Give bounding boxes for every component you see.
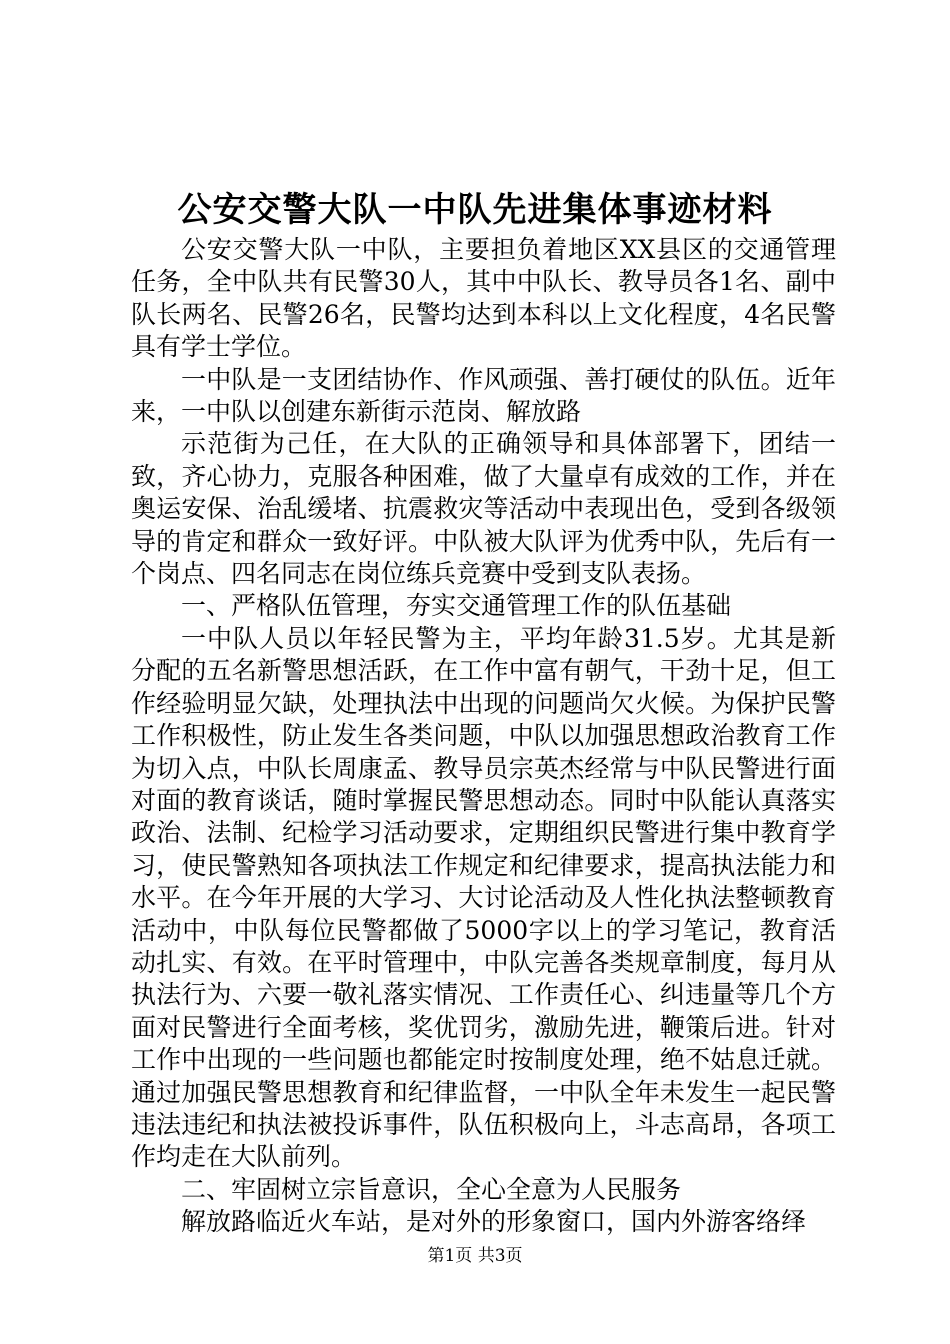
paragraph-team-overview: 一中队是一支团结协作、作风顽强、善打硬仗的队伍。近年来，一中队以创建东新街示范岗、解放路 (131, 364, 836, 427)
paragraph-achievements: 示范街为己任，在大队的正确领导和具体部署下，团结一致，齐心协力，克服各种困难，做了大量卓有成效的工作，并在奥运安保、治乱缓堵、抗震救灾等活动中表现出色，受到各级领导的肯定和群众一致好评。中队被大队评为优秀中队，先后有一个岗点、四名同志在岗位练兵竞赛中受到支队表扬。 (131, 429, 836, 589)
paragraph-intro: 公安交警大队一中队，主要担负着地区XX县区的交通管理任务，全中队共有民警30人，其中中队长、教导员各1名、副中队长两名、民警26名，民警均达到本科以上文化程度，4名民警具有学士学位。 (131, 235, 836, 362)
section-heading-1: 一、严格队伍管理，夯实交通管理工作的队伍基础 (181, 591, 732, 621)
section-heading-2: 二、牢固树立宗旨意识，全心全意为人民服务 (181, 1174, 682, 1204)
document-body (131, 234, 836, 1239)
paragraph-team-management: 一中队人员以年轻民警为主，平均年龄31.5岁。尤其是新分配的五名新警思想活跃，在工作中富有朝气，干劲十足，但工作经验明显欠缺，处理执法中出现的问题尚欠火候。为保护民警工作积极性，防止发生各类问题，中队以加强思想政治教育工作为切入点，中队长周康孟、教导员宗英杰经常与中队民警进行面对面的教育谈话，随时掌握民警思想动态。同时中队能认真落实政治、法制、纪检学习活动要求，定期组织民警进行集中教育学习，使民警熟知各项执法工作规定和纪律要求，提高执法能力和水平。在今年开展的大学习、大讨论活动及人性化执法整顿教育活动中，中队每位民警都做了5000字以上的学习笔记，教育活动扎实、有效。在平时管理中，中队完善各类规章制度，每月从执法行为、六要一敬礼落实情况、工作责任心、纠违量等几个方面对民警进行全面考核，奖优罚劣，激励先进，鞭策后进。针对工作中出现的一些问题也都能定时按制度处理，绝不姑息迁就。通过加强民警思想教育和纪律监督，一中队全年未发生一起民警违法违纪和执法被投诉事件，队伍积极向上，斗志高昂，各项工作均走在大队前列。 (131, 623, 836, 1172)
paragraph-service: 解放路临近火车站，是对外的形象窗口，国内外游客络绎 (181, 1207, 807, 1237)
page-footer: 第1页 共3页 (427, 1246, 523, 1266)
document-title: 公安交警大队一中队先进集体事迹材料 (177, 190, 773, 230)
